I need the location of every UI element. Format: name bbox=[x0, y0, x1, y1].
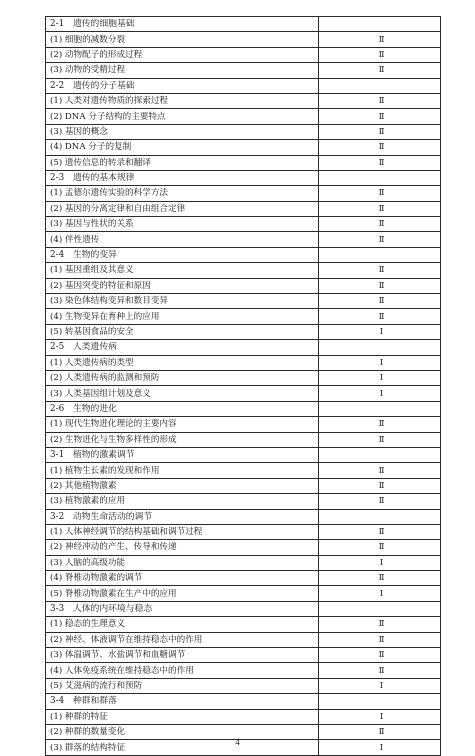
topic-cell: (2) 基因突变的特征和原因 bbox=[46, 278, 319, 293]
topic-cell: (1) 植物生长素的发现和作用 bbox=[46, 463, 319, 478]
section-heading-level-cell bbox=[319, 447, 441, 462]
level-cell: Ⅱ bbox=[319, 124, 441, 139]
section-heading-level-cell bbox=[319, 78, 441, 93]
level-cell: Ⅱ bbox=[319, 201, 441, 216]
table-row bbox=[46, 463, 441, 478]
section-heading-level-cell bbox=[319, 247, 441, 262]
level-cell: Ⅱ bbox=[319, 186, 441, 201]
table-row bbox=[46, 370, 441, 385]
section-heading: 3-1 植物的激素调节 bbox=[46, 447, 319, 462]
level-cell: Ⅱ bbox=[319, 294, 441, 309]
level-cell: Ⅱ bbox=[319, 663, 441, 678]
table-row bbox=[46, 186, 441, 201]
topic-cell: (1) 现代生物进化理论的主要内容 bbox=[46, 417, 319, 432]
topic-cell: (4) 生物变异在育种上的应用 bbox=[46, 309, 319, 324]
table-row bbox=[46, 632, 441, 647]
level-cell: Ⅱ bbox=[319, 93, 441, 108]
topic-cell: (1) 种群的特征 bbox=[46, 709, 319, 724]
table-row bbox=[46, 355, 441, 370]
topic-cell: (4) 人体免疫系统在维持稳态中的作用 bbox=[46, 663, 319, 678]
level-cell: Ⅰ bbox=[319, 386, 441, 401]
topic-cell: (2) 神经、体液调节在维持稳态中的作用 bbox=[46, 632, 319, 647]
table-row bbox=[46, 294, 441, 309]
section-heading: 3-4 种群和群落 bbox=[46, 694, 319, 709]
section-heading-level-cell bbox=[319, 340, 441, 355]
table-row bbox=[46, 232, 441, 247]
level-cell: Ⅱ bbox=[319, 463, 441, 478]
table-row bbox=[46, 155, 441, 170]
table-row bbox=[46, 278, 441, 293]
section-heading: 2-4 生物的变异 bbox=[46, 247, 319, 262]
section-heading-level-cell bbox=[319, 601, 441, 616]
table-row bbox=[46, 140, 441, 155]
topic-cell: (5) 艾滋病的流行和预防 bbox=[46, 678, 319, 693]
level-cell: Ⅰ bbox=[319, 555, 441, 570]
level-cell: Ⅱ bbox=[319, 632, 441, 647]
table-row bbox=[46, 540, 441, 555]
section-heading: 2-3 遗传的基本规律 bbox=[46, 170, 319, 185]
table-row bbox=[46, 417, 441, 432]
topic-cell: (3) 体温调节、水盐调节和血糖调节 bbox=[46, 648, 319, 663]
topic-cell: (2) 神经冲动的产生、传导和传递 bbox=[46, 540, 319, 555]
topic-cell: (3) 植物激素的应用 bbox=[46, 494, 319, 509]
topic-cell: (3) 基因的概念 bbox=[46, 124, 319, 139]
section-heading-level-cell bbox=[319, 509, 441, 524]
level-cell: Ⅱ bbox=[319, 32, 441, 47]
topic-cell: (3) 染色体结构变异和数目变异 bbox=[46, 294, 319, 309]
topic-cell: (5) 遗传信息的转录和翻译 bbox=[46, 155, 319, 170]
topic-cell: (3) 动物的受精过程 bbox=[46, 63, 319, 78]
table-row bbox=[46, 524, 441, 539]
level-cell: Ⅱ bbox=[319, 494, 441, 509]
topic-cell: (2) DNA 分子结构的主要特点 bbox=[46, 109, 319, 124]
table-row bbox=[46, 494, 441, 509]
table-row bbox=[46, 32, 441, 47]
level-cell: Ⅱ bbox=[319, 524, 441, 539]
topic-cell: (1) 孟德尔遗传实验的科学方法 bbox=[46, 186, 319, 201]
table-row bbox=[46, 263, 441, 278]
table-row bbox=[46, 93, 441, 108]
section-heading-row bbox=[46, 601, 441, 616]
section-heading-row bbox=[46, 247, 441, 262]
table-row bbox=[46, 109, 441, 124]
level-cell: Ⅱ bbox=[319, 617, 441, 632]
level-cell: Ⅰ bbox=[319, 355, 441, 370]
topic-cell: (4) 伴性遗传 bbox=[46, 232, 319, 247]
section-heading: 3-2 动物生命活动的调节 bbox=[46, 509, 319, 524]
table-row bbox=[46, 571, 441, 586]
table-row bbox=[46, 663, 441, 678]
topic-cell: (2) 人类遗传病的监测和预防 bbox=[46, 370, 319, 385]
level-cell: Ⅰ bbox=[319, 370, 441, 385]
topic-cell: (3) 基因与性状的关系 bbox=[46, 217, 319, 232]
table-row bbox=[46, 324, 441, 339]
level-cell: Ⅰ bbox=[319, 586, 441, 601]
section-heading-row bbox=[46, 509, 441, 524]
table-row bbox=[46, 555, 441, 570]
level-cell: Ⅱ bbox=[319, 432, 441, 447]
table-row bbox=[46, 648, 441, 663]
section-heading-row bbox=[46, 17, 441, 32]
section-heading-row bbox=[46, 340, 441, 355]
level-cell: Ⅱ bbox=[319, 478, 441, 493]
topic-cell: (2) 生物进化与生物多样性的形成 bbox=[46, 432, 319, 447]
topic-cell: (5) 转基因食品的安全 bbox=[46, 324, 319, 339]
syllabus-table-body bbox=[46, 17, 441, 756]
section-heading-row bbox=[46, 170, 441, 185]
level-cell: Ⅱ bbox=[319, 648, 441, 663]
level-cell: Ⅱ bbox=[319, 217, 441, 232]
topic-cell: (2) 动物配子的形成过程 bbox=[46, 47, 319, 62]
table-row bbox=[46, 47, 441, 62]
topic-cell: (2) 种群的数量变化 bbox=[46, 724, 319, 739]
topic-cell: (1) 基因重组及其意义 bbox=[46, 263, 319, 278]
level-cell: Ⅱ bbox=[319, 540, 441, 555]
table-row bbox=[46, 309, 441, 324]
section-heading-row bbox=[46, 401, 441, 416]
topic-cell: (1) 细胞的减数分裂 bbox=[46, 32, 319, 47]
section-heading-row bbox=[46, 447, 441, 462]
topic-cell: (1) 人体神经调节的结构基础和调节过程 bbox=[46, 524, 319, 539]
topic-cell: (1) 人类对遗传物质的探索过程 bbox=[46, 93, 319, 108]
topic-cell: (4) 脊椎动物激素的调节 bbox=[46, 571, 319, 586]
section-heading: 2-2 遗传的分子基础 bbox=[46, 78, 319, 93]
table-row bbox=[46, 678, 441, 693]
topic-cell: (3) 人脑的高级功能 bbox=[46, 555, 319, 570]
level-cell: Ⅱ bbox=[319, 232, 441, 247]
table-row bbox=[46, 478, 441, 493]
section-heading-row bbox=[46, 694, 441, 709]
topic-cell: (1) 人类遗传病的类型 bbox=[46, 355, 319, 370]
level-cell: Ⅱ bbox=[319, 47, 441, 62]
table-row bbox=[46, 586, 441, 601]
table-row bbox=[46, 709, 441, 724]
topic-cell: (2) 基因的分离定律和自由组合定律 bbox=[46, 201, 319, 216]
table-row bbox=[46, 124, 441, 139]
syllabus-table bbox=[45, 16, 441, 756]
topic-cell: (2) 其他植物激素 bbox=[46, 478, 319, 493]
level-cell: Ⅰ bbox=[319, 324, 441, 339]
level-cell: Ⅱ bbox=[319, 263, 441, 278]
section-heading-level-cell bbox=[319, 170, 441, 185]
table-row bbox=[46, 217, 441, 232]
section-heading: 2-5 人类遗传病 bbox=[46, 340, 319, 355]
section-heading-row bbox=[46, 78, 441, 93]
level-cell: Ⅰ bbox=[319, 740, 441, 755]
level-cell: Ⅱ bbox=[319, 140, 441, 155]
table-row bbox=[46, 63, 441, 78]
section-heading: 2-1 遗传的细胞基础 bbox=[46, 17, 319, 32]
topic-cell: (3) 群落的结构特征 bbox=[46, 740, 319, 755]
table-row bbox=[46, 201, 441, 216]
topic-cell: (5) 脊椎动物激素在生产中的应用 bbox=[46, 586, 319, 601]
topic-cell: (1) 稳态的生理意义 bbox=[46, 617, 319, 632]
level-cell: Ⅱ bbox=[319, 571, 441, 586]
level-cell: Ⅱ bbox=[319, 417, 441, 432]
table-row bbox=[46, 432, 441, 447]
table-row bbox=[46, 386, 441, 401]
section-heading-level-cell bbox=[319, 401, 441, 416]
section-heading: 2-6 生物的进化 bbox=[46, 401, 319, 416]
level-cell: Ⅱ bbox=[319, 278, 441, 293]
table-row bbox=[46, 617, 441, 632]
section-heading-level-cell bbox=[319, 694, 441, 709]
topic-cell: (4) DNA 分子的复制 bbox=[46, 140, 319, 155]
level-cell: Ⅱ bbox=[319, 309, 441, 324]
topic-cell: (3) 人类基因组计划及意义 bbox=[46, 386, 319, 401]
level-cell: Ⅱ bbox=[319, 63, 441, 78]
level-cell: Ⅱ bbox=[319, 155, 441, 170]
page-number: 4 bbox=[235, 737, 240, 747]
level-cell: Ⅰ bbox=[319, 709, 441, 724]
section-heading-level-cell bbox=[319, 17, 441, 32]
level-cell: Ⅰ bbox=[319, 678, 441, 693]
section-heading: 3-3 人体的内环境与稳态 bbox=[46, 601, 319, 616]
level-cell: Ⅱ bbox=[319, 724, 441, 739]
level-cell: Ⅱ bbox=[319, 109, 441, 124]
